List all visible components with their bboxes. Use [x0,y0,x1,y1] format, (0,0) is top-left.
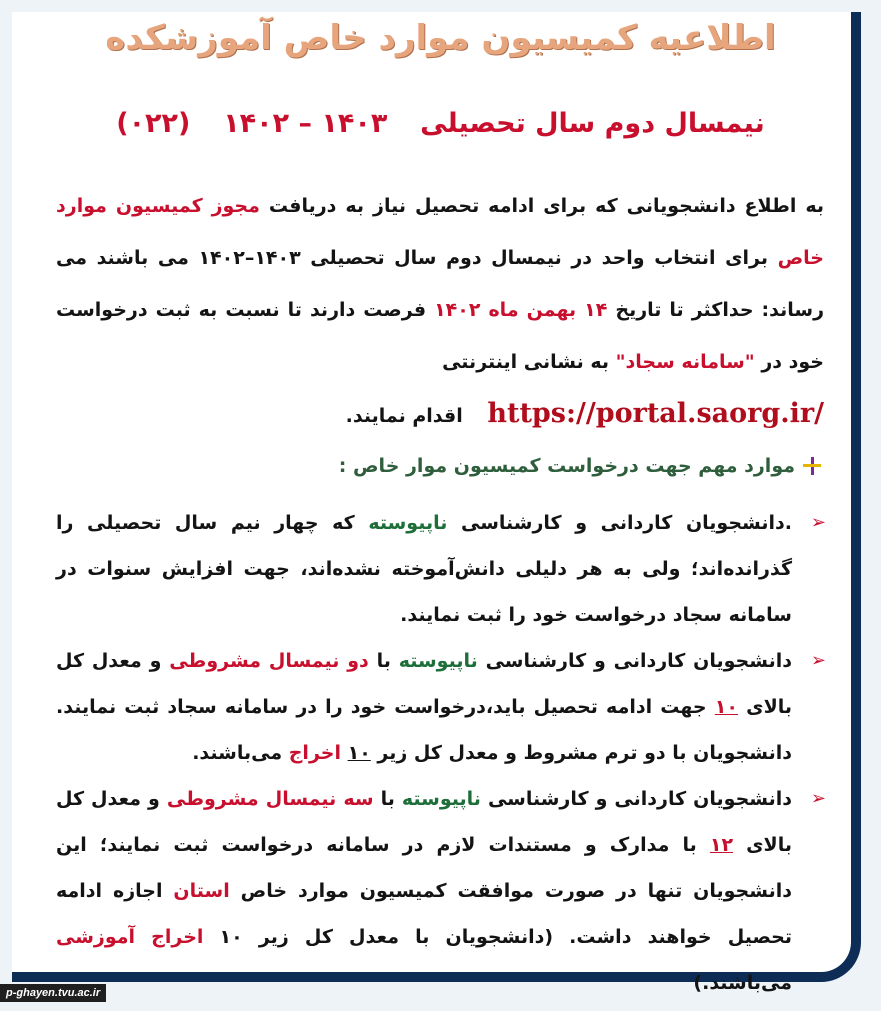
item-grade-value: ۱۰ [347,742,371,764]
item-text: جهت ادامه تحصیل باید،درخواست خود را در سامانه سجاد ثبت نمایند. دانشجویان با دو ترم مشروط و معدل کل زیر [56,696,792,764]
arrow-bullet-icon: ➢ [810,788,826,809]
item-text: می‌باشند.) [693,972,792,994]
subtitle-label: نیمسال دوم سال تحصیلی [420,108,765,139]
item-highlight-red: اخراج [288,742,341,764]
item-grade-value: ۱۲ [709,834,734,856]
item-grade-value: ۱۰ [714,696,738,718]
item-text: اجازه ادامه تحصیل خواهند داشت. (دانشجویان با معدل کل زیر ۱۰ [56,880,792,948]
notice-title: اطلاعیه کمیسیون موارد خاص آموزشکده [105,18,776,58]
item-text: می‌باشند. [192,742,283,764]
intro-highlight-sajad: "سامانه سجاد" [615,351,755,373]
conditions-list [56,500,826,1006]
intro-paragraph [56,180,824,442]
arrow-bullet-icon: ➢ [810,512,826,533]
section-heading [339,455,821,477]
item-text: با مدارک و مستندات لازم در سامانه درخواست ثبت نمایند؛ این دانشجویان تنها در صورت موافقت کمیسیون موارد خاص [56,834,792,902]
item-text: .دانشجویان کاردانی و کارشناسی [460,512,792,534]
subtitle-code: (۰۲۲) [116,108,191,139]
item-text: که چهار نیم سال تحصیلی را گذرانده‌اند؛ ولی به هر دلیلی دانش‌آموخته نشده‌اند، جهت افزایش سنوات در سامانه سجاد درخواست خود را ثبت نمایند. [56,512,792,626]
item-text: و معدل کل بالای [56,788,792,856]
intro-text-4: به نشانی اینترنتی [442,351,610,373]
item-highlight-green: ناپیوسته [368,512,448,534]
item-text: دانشجویان کاردانی و کارشناسی [487,788,792,810]
section-heading-text: موارد مهم جهت درخواست کمیسیون موار خاص : [338,455,795,477]
site-watermark: p-ghayen.tvu.ac.ir [0,984,106,1002]
intro-text-3: فرصت دارند تا نسبت به ثبت درخواست خود در [56,299,824,373]
item-highlight-red: دو نیمسال مشروطی [169,650,369,672]
intro-highlight-deadline: ۱۴ بهمن ماه ۱۴۰۲ [434,299,608,321]
intro-text-1: به اطلاع دانشجویانی که برای ادامه تحصیل نیاز به دریافت [268,195,824,217]
notice-subtitle [0,108,881,139]
item-highlight-red: استان [173,880,230,902]
item-text: دانشجویان کاردانی و کارشناسی [485,650,792,672]
item-text: و معدل کل بالای [56,650,792,718]
item-highlight-red: اخراج آموزشی [56,926,204,948]
arrow-bullet-icon: ➢ [810,650,826,671]
item-text: با [376,650,391,672]
intro-highlight-permit: مجوز کمیسیون موارد خاص [56,195,824,269]
item-highlight-red: سه نیمسال مشروطی [166,788,374,810]
plus-bullet-icon [803,457,821,475]
intro-text-5: اقدام نمایند. [345,405,463,427]
subtitle-years: ۱۴۰۳ – ۱۴۰۲ [223,108,388,139]
item-highlight-green: ناپیوسته [401,788,481,810]
list-item [56,776,826,1006]
portal-link[interactable]: https://portal.saorg.ir/ [487,398,824,429]
intro-text-2: برای انتخاب واحد در نیمسال دوم سال تحصیلی ۱۴۰۳–۱۴۰۲ می باشند می رساند: حداکثر تا تاریخ [56,247,825,321]
list-item [56,638,826,776]
item-text: با [380,788,395,810]
list-item [56,500,826,638]
item-highlight-green: ناپیوسته [398,650,478,672]
